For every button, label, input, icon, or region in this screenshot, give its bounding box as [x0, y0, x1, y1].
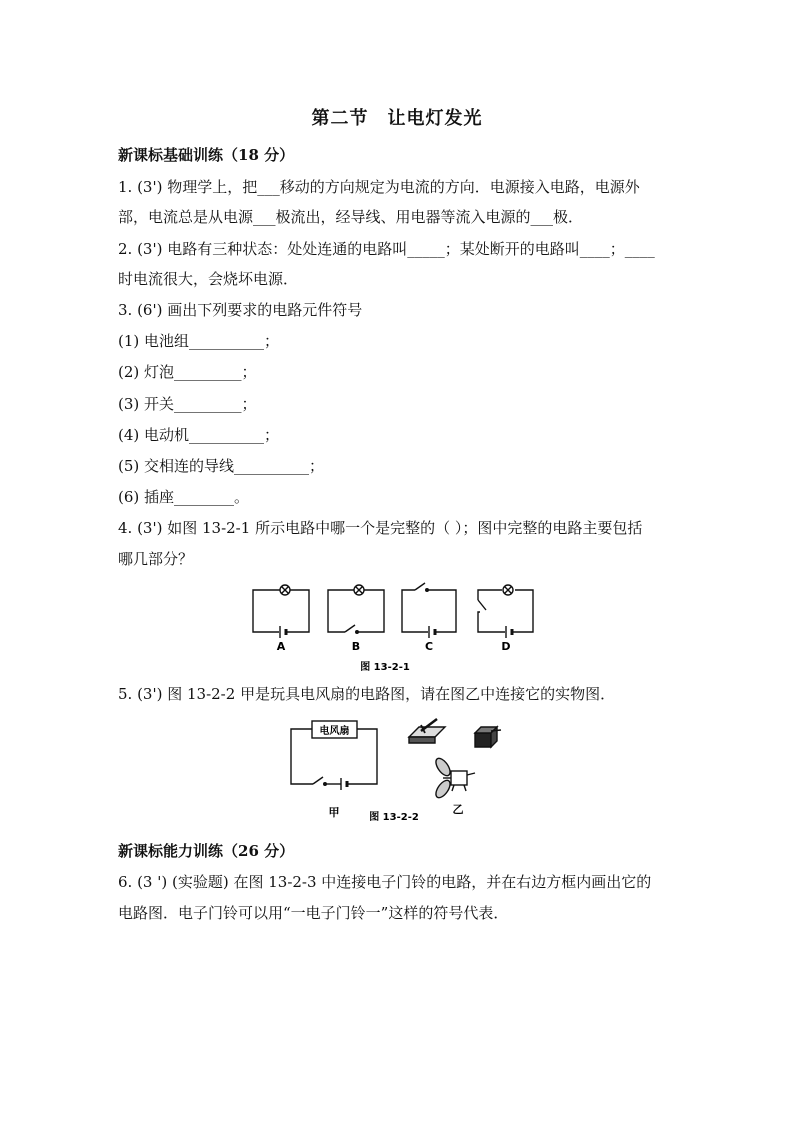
- question-3-item-6: (6) 插座________。: [118, 488, 250, 506]
- figure1-label-a: A: [276, 640, 286, 653]
- fan-motor-object: [433, 756, 475, 800]
- question-3-intro: 3. (6') 画出下列要求的电路元件符号: [118, 301, 363, 319]
- circuit-a: [253, 585, 309, 638]
- circuit-c: [402, 583, 456, 638]
- question-4-line-1: 4. (3') 如图 13-2-1 所示电路中哪一个是完整的（ ）；图中完整的电路主要包括: [118, 519, 643, 537]
- question-3-item-3: (3) 开关_________；: [118, 395, 257, 413]
- section-heading-basic: 新课标基础训练（18 分）: [118, 146, 295, 164]
- circuit-b: [328, 585, 384, 633]
- figure1-label-c: C: [424, 640, 434, 653]
- figure-13-2-2: [285, 713, 510, 828]
- figure2-caption: 图 13-2-2: [369, 812, 419, 823]
- question-3-item-2: (2) 灯泡_________；: [118, 363, 257, 381]
- question-1-line-2: 部，电流总是从电源___极流出，经导线、用电器等流入电源的___极．: [118, 208, 584, 226]
- fan-box-label: 电风扇: [319, 726, 350, 737]
- question-3-item-5: (5) 交相连的导线__________；: [118, 457, 325, 475]
- figure1-label-b: B: [351, 640, 361, 653]
- question-6-line-1: 6. (3 ') (实验题) 在图 13-2-3 中连接电子门铃的电路，并在右边方框内画出它的: [118, 873, 652, 891]
- question-2-line-2: 时电流很大，会烧坏电源．: [118, 270, 299, 288]
- figure2-right-label: 乙: [452, 803, 464, 816]
- question-1-line-1: 1. (3') 物理学上，把___移动的方向规定为电流的方向．电源接入电路，电源外: [118, 178, 640, 196]
- circuit-d: [478, 585, 533, 638]
- switch-object: [409, 719, 445, 743]
- page-title: 第二节 让电灯发光: [311, 108, 483, 129]
- figure1-label-d: D: [501, 640, 511, 653]
- question-2-line-1: 2. (3') 电路有三种状态：处处连通的电路叫_____；某处断开的电路叫____；____: [118, 240, 655, 258]
- figure1-caption: 图 13-2-1: [360, 662, 410, 673]
- figure2-left-label: 甲: [328, 806, 340, 819]
- figure-13-2-1: [245, 580, 545, 675]
- question-5-line-1: 5. (3') 图 13-2-2 甲是玩具电风扇的电路图，请在图乙中连接它的实物图．: [118, 685, 616, 703]
- battery-pack-object: [475, 727, 501, 747]
- question-4-line-2: 哪几部分？: [118, 550, 194, 568]
- question-3-item-4: (4) 电动机__________；: [118, 426, 280, 444]
- question-6-line-2: 电路图．电子门铃可以用“一电子门铃一”这样的符号代表．: [118, 904, 509, 922]
- question-3-item-1: (1) 电池组__________；: [118, 332, 280, 350]
- section-heading-ability: 新课标能力训练（26 分）: [118, 842, 295, 860]
